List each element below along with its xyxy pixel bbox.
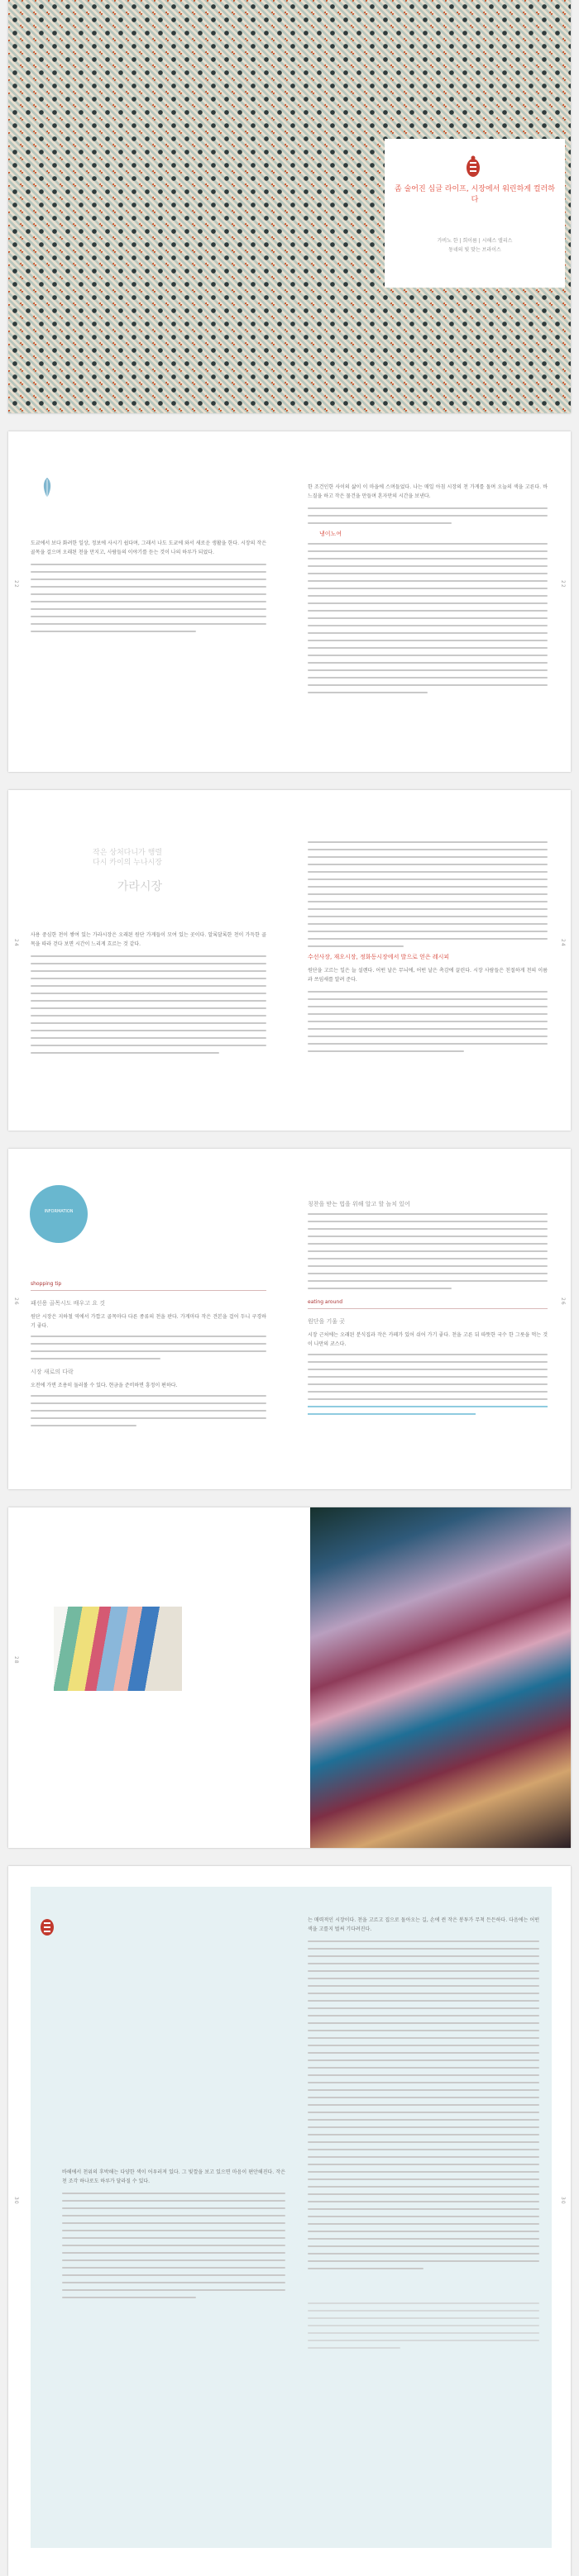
text-lines — [308, 507, 548, 524]
spread-page-5 — [8, 1507, 571, 1848]
body-text: 도쿄에서 보다 화려한 일상, 정보에 사시기 쉽다며, 그래서 나도 도쿄에 와서 새로운 생활을 한다. 시장의 작은 골목을 걸으며 오래된 천을 만지고, 사람들의 이야기를 듣는 것이 나의 하루가 되었다. — [31, 540, 266, 555]
subheading: 칭찬을 받는 법을 위해 알고 할 놀치 있어 — [308, 1201, 410, 1207]
text-lines — [31, 955, 266, 1054]
right-column — [308, 841, 548, 1058]
cover-title: 좀 술어진 심글 라이프, 시장에서 워린하게 컬러하다 — [395, 185, 555, 204]
page-number: 30 — [13, 2197, 19, 2205]
right-column — [308, 1916, 539, 2355]
body-text: 는 매력적인 시장이다. 천을 고르고 집으로 돌아오는 길, 손에 쥔 작은 봉투가 무척 든든하다. 다음에는 어떤 색을 고를지 벌써 기다려진다. — [308, 1917, 539, 1932]
body-text: 시장 근처에는 오래된 분식집과 작은 카페가 있어 쉬어 가기 좋다. 천을 고른 뒤 따뜻한 국수 한 그릇을 먹는 것이 나만의 코스다. — [308, 1332, 548, 1347]
page-number-right: 30 — [560, 2197, 566, 2205]
cover-meta-line-1: 가비노 한 | 희이름 | 시해스 앨리스 — [437, 238, 513, 244]
subheading: 시장 새로의 다락 — [31, 1369, 74, 1375]
left-column — [31, 1281, 266, 1432]
body-text: 사용 중심한 천이 쌓여 있는 가라시장은 오래된 원단 가게들이 모여 있는 곳이다. 알록달록한 천이 가득한 골목을 따라 걷다 보면 시간이 느리게 흐르는 것 같다. — [31, 932, 266, 947]
cover-meta-line-2: 동네의 빛 맞는 브라이스 — [448, 247, 501, 253]
cover-title-box — [385, 139, 565, 288]
chapter-subtitle: 작은 상처다니가 행렬 다시 카이의 누나시장 — [93, 849, 162, 867]
page-number-right: 24 — [560, 939, 566, 947]
body-text: 한 조건인한 사이의 삶이 이 마을에 스며들었다. 나는 매일 아침 시장의 천 가게를 돌며 오늘의 색을 고른다. 바느질을 하고 작은 물건을 만들며 혼자만의 시간을 보낸다. — [308, 484, 548, 499]
spread-page-3 — [8, 790, 571, 1131]
section-heading: 냉이노여 — [319, 531, 342, 537]
page-number-right: 22 — [560, 580, 566, 588]
chapter-title: 가라시장 — [117, 880, 162, 893]
text-lines — [31, 564, 266, 632]
cover-meta — [395, 236, 555, 255]
body-text: 원단 시장은 지하철 역에서 가깝고 골목마다 다른 종류의 천을 판다. 가게마다 작은 견본을 걸어 두니 구경하기 좋다. — [31, 1314, 266, 1329]
spread-page-4 — [8, 1149, 571, 1489]
page-number: 24 — [13, 939, 19, 947]
fabric-logo-icon — [465, 155, 481, 179]
body-text: 바해에서 천위의 후박해는 다양한 색이 어우러져 있다. 그 빛깔을 보고 있으면 마음이 편안해진다. 작은 천 조각 하나로도 하루가 달라질 수 있다. — [62, 2169, 285, 2184]
right-column — [308, 1200, 548, 1421]
spread-page-6 — [8, 1866, 571, 2576]
left-column — [31, 539, 266, 638]
text-lines — [308, 991, 548, 1052]
body-text: 원단을 고르는 일은 늘 설렌다. 어떤 날은 무늬에, 어떤 날은 촉감에 끌린다. 시장 사람들은 친절하게 천의 이름과 쓰임새를 알려 준다. — [308, 968, 548, 983]
feather-icon — [41, 477, 53, 498]
fabric-logo-icon — [39, 1916, 55, 1937]
spread-page-2 — [8, 431, 571, 772]
cover-page — [8, 0, 571, 413]
text-lines — [308, 841, 548, 947]
section-heading: 수선사장, 재오시장, 정화동시장에서 발으로 얻은 레시피 — [308, 954, 450, 960]
tinted-panel — [31, 1887, 552, 2548]
subheading: 패션용 골목시도 배우고 요 것 — [31, 1300, 106, 1307]
left-column — [62, 2168, 285, 2304]
fabric-rolls-photo-small — [54, 1607, 182, 1691]
page-number: 22 — [13, 580, 19, 588]
fabric-rolls-photo-large — [310, 1507, 571, 1848]
text-lines — [308, 543, 548, 693]
subheading: 원단을 기울 곳 — [308, 1318, 346, 1325]
page-number: 26 — [13, 1298, 19, 1306]
page-number-right: 26 — [560, 1298, 566, 1306]
information-label: INFORMATION — [44, 1209, 74, 1214]
shopping-tip-tag: shopping tip — [31, 1281, 62, 1287]
right-column — [308, 483, 548, 699]
left-column — [31, 931, 266, 1059]
page-number: 28 — [13, 1656, 19, 1664]
eating-around-tag: eating around — [308, 1299, 343, 1305]
information-badge — [30, 1185, 88, 1243]
body-text: 오전에 가면 조용히 둘러볼 수 있다. 현금을 준비하면 흥정이 편하다. — [31, 1383, 178, 1388]
